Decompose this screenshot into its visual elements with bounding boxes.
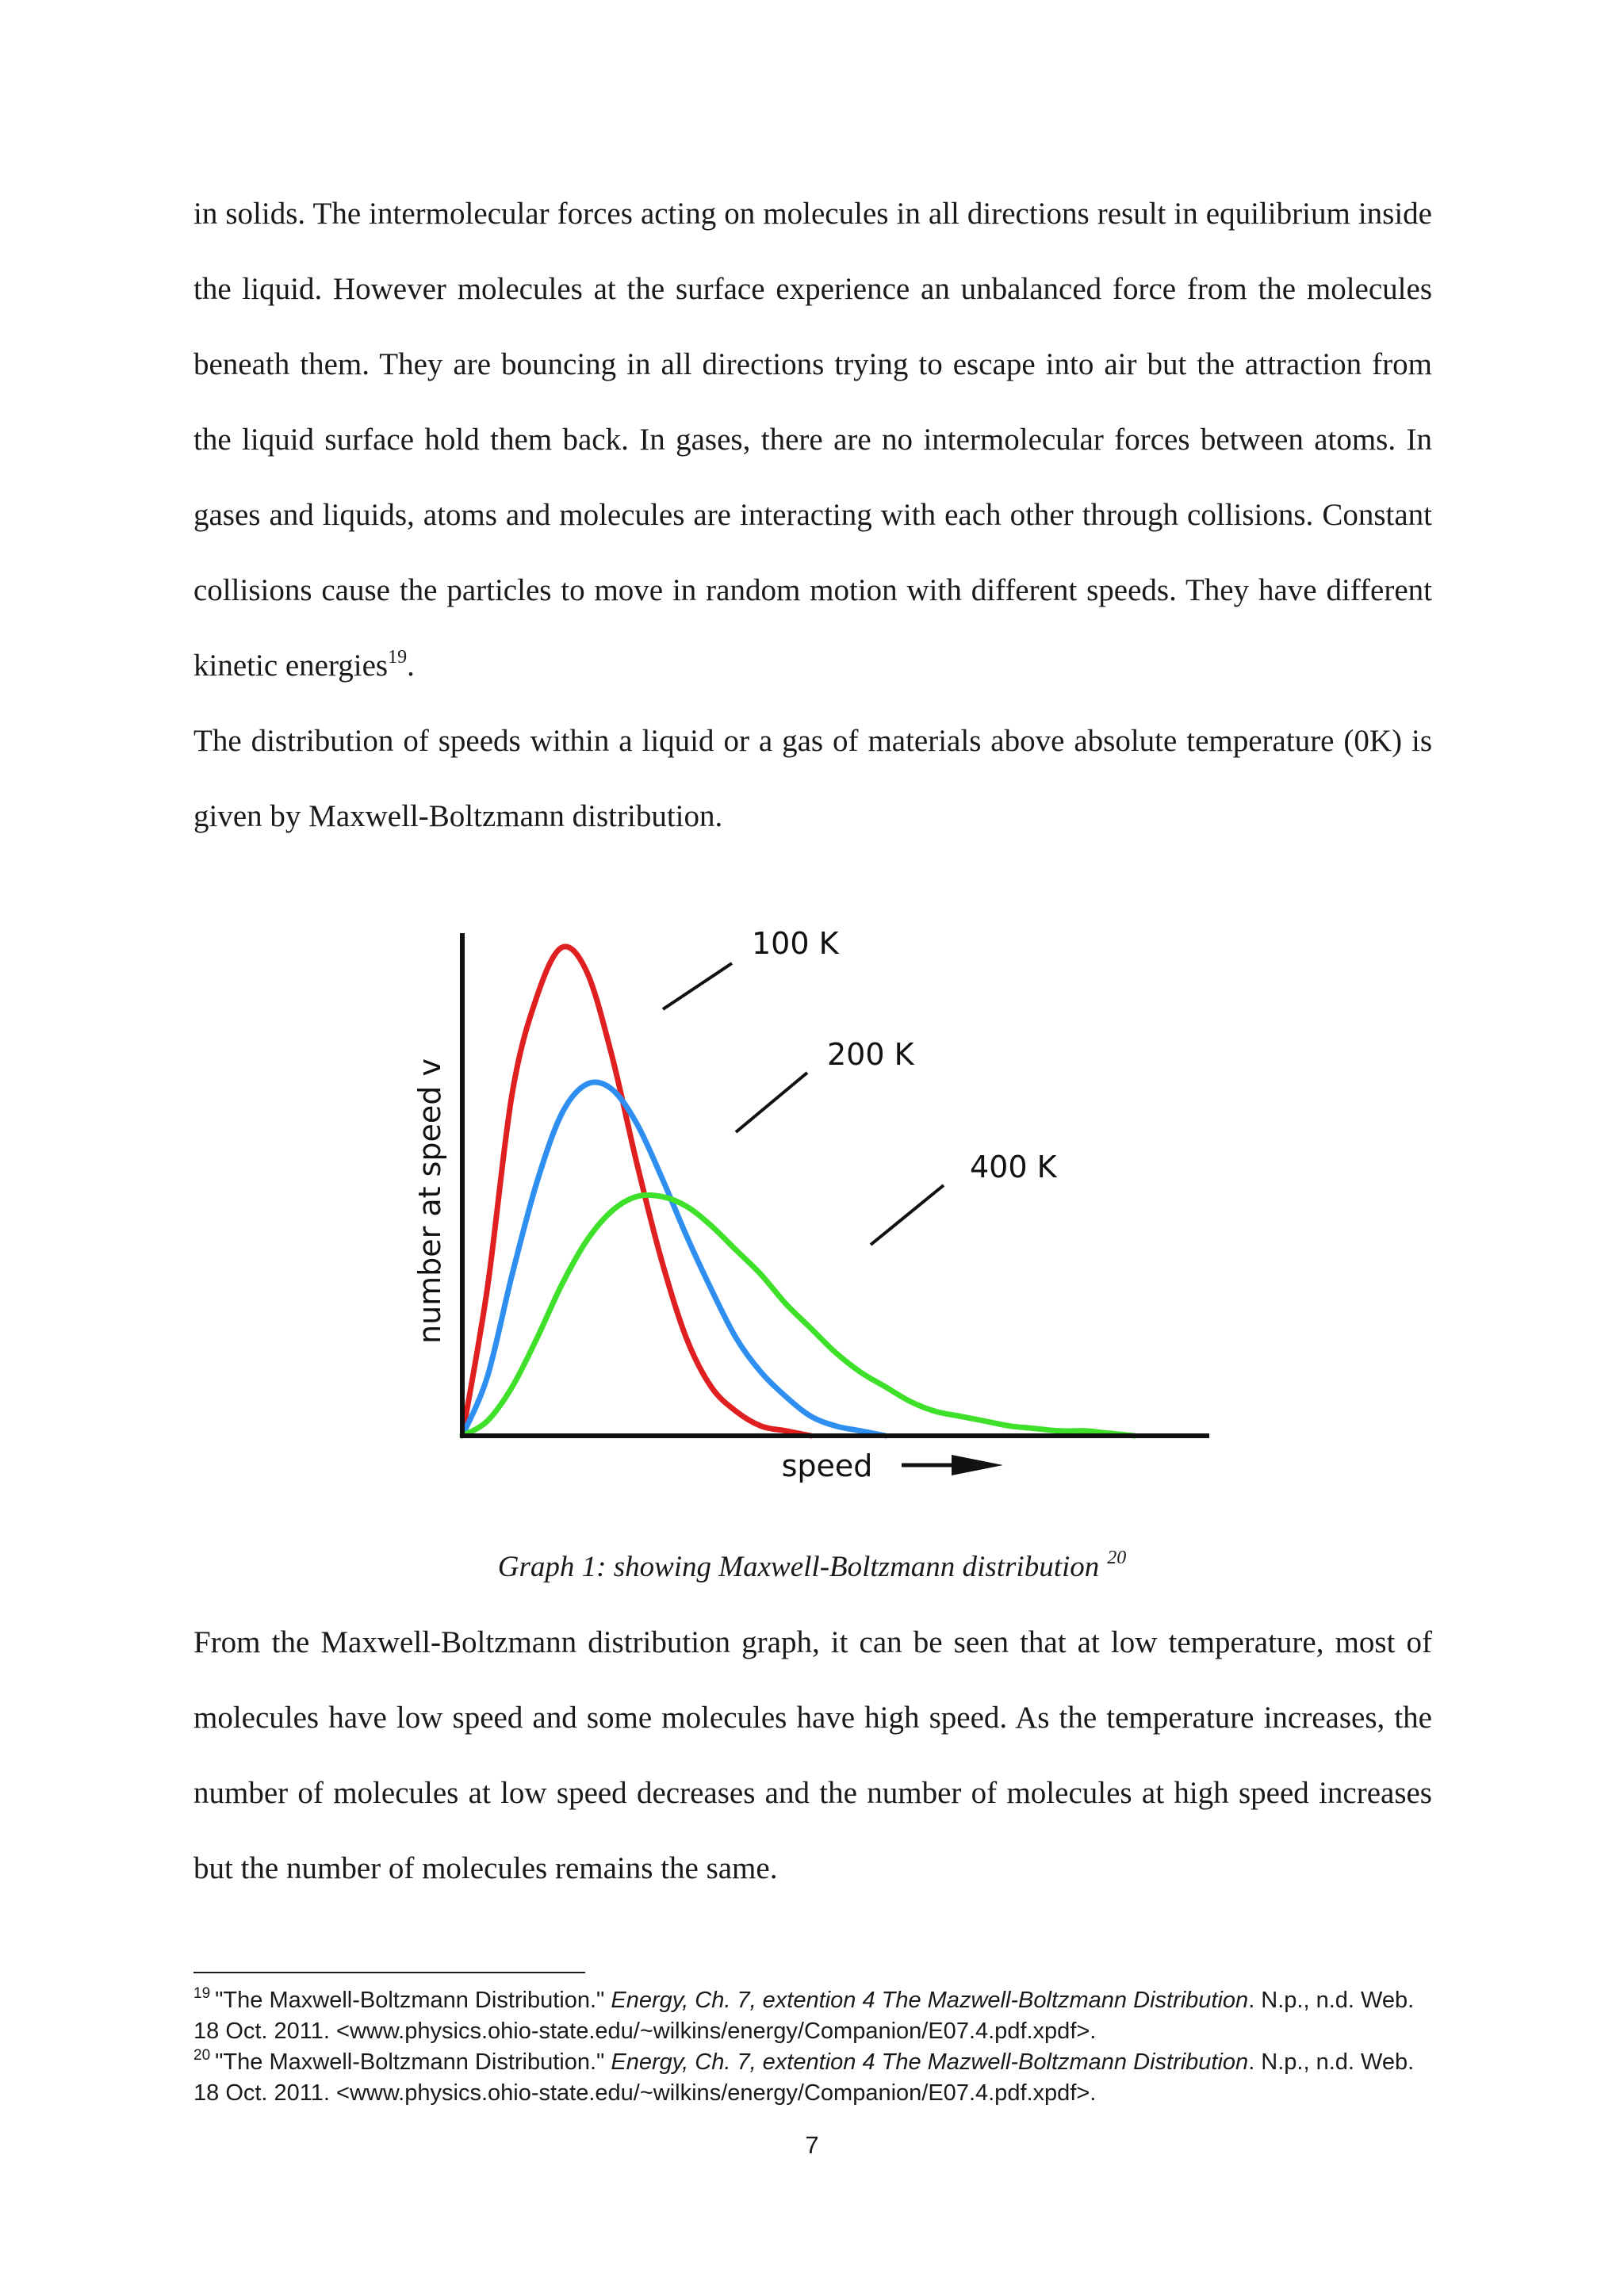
paragraph-1-end: . (407, 649, 415, 683)
body-paragraph-2: The distribution of speeds within a liquid or a gas of materials above absolute temperature (0K) is given by Maxwell-Boltzmann distribution. (193, 724, 1432, 833)
leader-line-200-k (736, 1073, 807, 1132)
maxwell-boltzmann-figure (396, 916, 1237, 1494)
footnote-ref-20[interactable]: 20 (1107, 1548, 1127, 1568)
footnote-19-text-after: . N.p., n.d. Web. 18 Oct. 2011. <www.physics.ohio-state.edu/~wilkins/energy/Companion/E07.4.pdf.xpdf>. (193, 1988, 1415, 2044)
curve-400-k (462, 1195, 1135, 1436)
footnote-20-text-before: "The Maxwell-Boltzmann Distribution." (215, 2049, 611, 2075)
curve-200-k (462, 1082, 886, 1436)
footnote-19 (193, 1985, 1432, 2047)
footnote-19-text-before: "The Maxwell-Boltzmann Distribution." (215, 1988, 611, 2013)
x-axis-arrow (902, 1455, 1003, 1475)
footnote-19-italic: Energy, Ch. 7, extention 4 The Mazwell-Boltzmann Distribution (611, 1988, 1249, 2013)
figure-caption (0, 1548, 1624, 1587)
footnote-19-number: 19 (193, 1985, 211, 2002)
curve-100-k (462, 947, 811, 1436)
page-number: 7 (805, 2131, 819, 2159)
curve-label-200-k: 200 K (827, 1037, 914, 1072)
y-axis-label: number at speed v (412, 1058, 447, 1345)
chart-curves (462, 947, 1135, 1436)
footnote-20-italic: Energy, Ch. 7, extention 4 The Mazwell-Boltzmann Distribution (611, 2049, 1249, 2075)
chart-curve-labels (663, 926, 1058, 1245)
footnote-separator (193, 1972, 585, 1973)
paragraph-1-text: in solids. The intermolecular forces acting on molecules in all directions result in equilibrium inside the liquid. However molecules at the surface experience an unbalanced force from the molecules beneath them. They are bouncing in all directions trying to escape into air but the attraction from the liquid surface hold them back. In gases, there are no intermolecular forces between atoms. In gases and liquids, atoms and molecules are interacting with each other through collisions. Constant collisions cause the particles to move in random motion with different speeds. They have different kinetic energies (193, 197, 1432, 683)
footnote-ref-19[interactable]: 19 (388, 647, 408, 668)
curve-label-100-k: 100 K (752, 926, 839, 961)
leader-line-400-k (871, 1185, 944, 1245)
x-axis-label: speed (781, 1448, 873, 1483)
leader-line-100-k (663, 963, 732, 1009)
body-paragraph-3: From the Maxwell-Boltzmann distribution graph, it can be seen that at low temperature, most of molecules have low speed and some molecules have high speed. As the temperature increases, the number of molecules at low speed decreases and the number of molecules at high speed increases but the number of molecules remains the same. (193, 1625, 1432, 1885)
footnote-20 (193, 2047, 1432, 2109)
maxwell-boltzmann-chart (396, 916, 1237, 1494)
footnote-20-number: 20 (193, 2047, 211, 2064)
figure-caption-text: Graph 1: showing Maxwell-Boltzmann distribution (497, 1551, 1100, 1583)
curve-label-400-k: 400 K (970, 1150, 1057, 1184)
footnote-20-text-after: . N.p., n.d. Web. 18 Oct. 2011. <www.physics.ohio-state.edu/~wilkins/energy/Companion/E07.4.pdf.xpdf>. (193, 2049, 1415, 2106)
body-paragraph-1 (193, 176, 1432, 703)
